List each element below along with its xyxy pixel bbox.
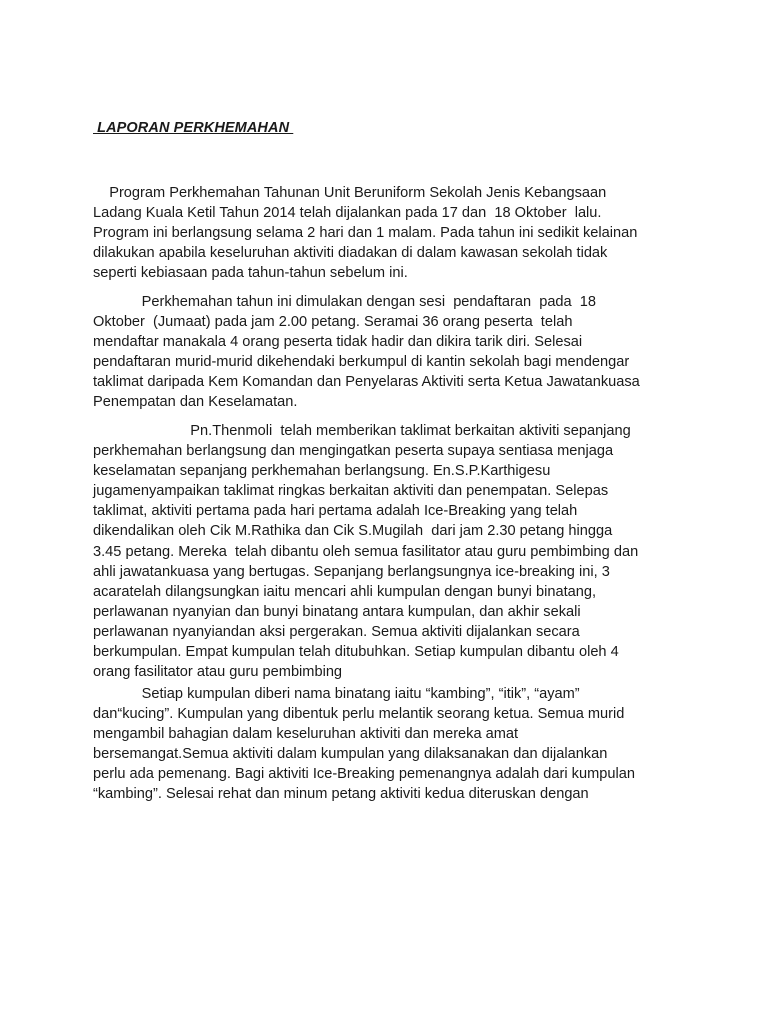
text-line: pendaftaran murid-murid dikehendaki berkumpul di kantin sekolah bagi mendengar xyxy=(93,354,630,371)
text-line: keselamatan sepanjang perkhemahan berlangsung. En.S.P.Karthigesu xyxy=(93,463,551,480)
text-line: acaratelah dilangsungkan iaitu mencari ahli kumpulan dengan bunyi binatang, xyxy=(93,583,597,600)
paragraph xyxy=(93,421,693,682)
text-line: Oktober (Jumaat) pada jam 2.00 petang. Seramai 36 orang peserta telah xyxy=(93,314,573,331)
text-line: berkumpulan. Empat kumpulan telah ditubuhkan. Setiap kumpulan dibantu oleh 4 xyxy=(93,644,619,661)
text-line: 3.45 petang. Mereka telah dibantu oleh semua fasilitator atau guru pembimbing dan xyxy=(93,543,639,560)
paragraph xyxy=(93,183,693,283)
text-line: ahli jawatankuasa yang bertugas. Sepanjang berlangsungnya ice-breaking ini, 3 xyxy=(93,563,610,580)
text-line: perkhemahan berlangsung dan mengingatkan peserta supaya sentiasa menjaga xyxy=(93,443,614,460)
text-line: Program Perkhemahan Tahunan Unit Beruniform Sekolah Jenis Kebangsaan xyxy=(93,185,607,201)
text-line: Penempatan dan Keselamatan. xyxy=(93,394,298,411)
text-line: orang fasilitator atau guru pembimbing xyxy=(93,664,343,681)
text-line: Ladang Kuala Ketil Tahun 2014 telah dijalankan pada 17 dan 18 Oktober lalu. xyxy=(93,205,602,222)
text-line: perlawanan nyanyian dan bunyi binatang antara kumpulan, dan akhir sekali xyxy=(93,603,581,620)
text-line: Program ini berlangsung selama 2 hari dan 1 malam. Pada tahun ini sedikit kelainan xyxy=(93,225,638,242)
text-line: mendaftar manakala 4 orang peserta tidak hadir dan dikira tarik diri. Selesai xyxy=(93,334,583,351)
text-line: mengambil bahagian dalam keseluruhan aktiviti dan mereka amat xyxy=(93,726,519,743)
text-line: Setiap kumpulan diberi nama binatang iaitu “kambing”, “itik”, “ayam” xyxy=(93,686,580,702)
text-line: Pn.Thenmoli telah memberikan taklimat berkaitan aktiviti sepanjang xyxy=(93,423,631,439)
paragraph xyxy=(93,292,693,413)
text-line: dikendalikan oleh Cik M.Rathika dan Cik S.Mugilah dari jam 2.30 petang hingga xyxy=(93,523,613,540)
text-line: perlawanan nyanyiandan aksi pergerakan. Semua aktiviti dijalankan secara xyxy=(93,623,580,640)
document-title: LAPORAN PERKHEMAHAN xyxy=(93,120,294,136)
text-line: taklimat, aktiviti pertama pada hari pertama adalah Ice-Breaking yang telah xyxy=(93,503,578,520)
text-line: “kambing”. Selesai rehat dan minum petang aktiviti kedua diteruskan dengan xyxy=(93,786,589,803)
text-line: taklimat daripada Kem Komandan dan Penyelaras Aktiviti serta Ketua Jawatankuasa xyxy=(93,374,640,391)
text-line: jugamenyampaikan taklimat ringkas berkaitan aktiviti dan penempatan. Selepas xyxy=(93,483,609,500)
text-line: seperti kebiasaan pada tahun-tahun sebelum ini. xyxy=(93,265,408,282)
paragraph xyxy=(93,684,693,805)
text-line: bersemangat.Semua aktiviti dalam kumpulan yang dilaksanakan dan dijalankan xyxy=(93,746,608,763)
text-line: dilakukan apabila keseluruhan aktiviti diadakan di dalam kawasan sekolah tidak xyxy=(93,245,608,262)
text-line: perlu ada pemenang. Bagi aktiviti Ice-Breaking pemenangnya adalah dari kumpulan xyxy=(93,766,635,783)
text-line: Perkhemahan tahun ini dimulakan dengan sesi pendaftaran pada 18 xyxy=(93,294,597,310)
text-line: dan“kucing”. Kumpulan yang dibentuk perlu melantik seorang ketua. Semua murid xyxy=(93,706,625,723)
